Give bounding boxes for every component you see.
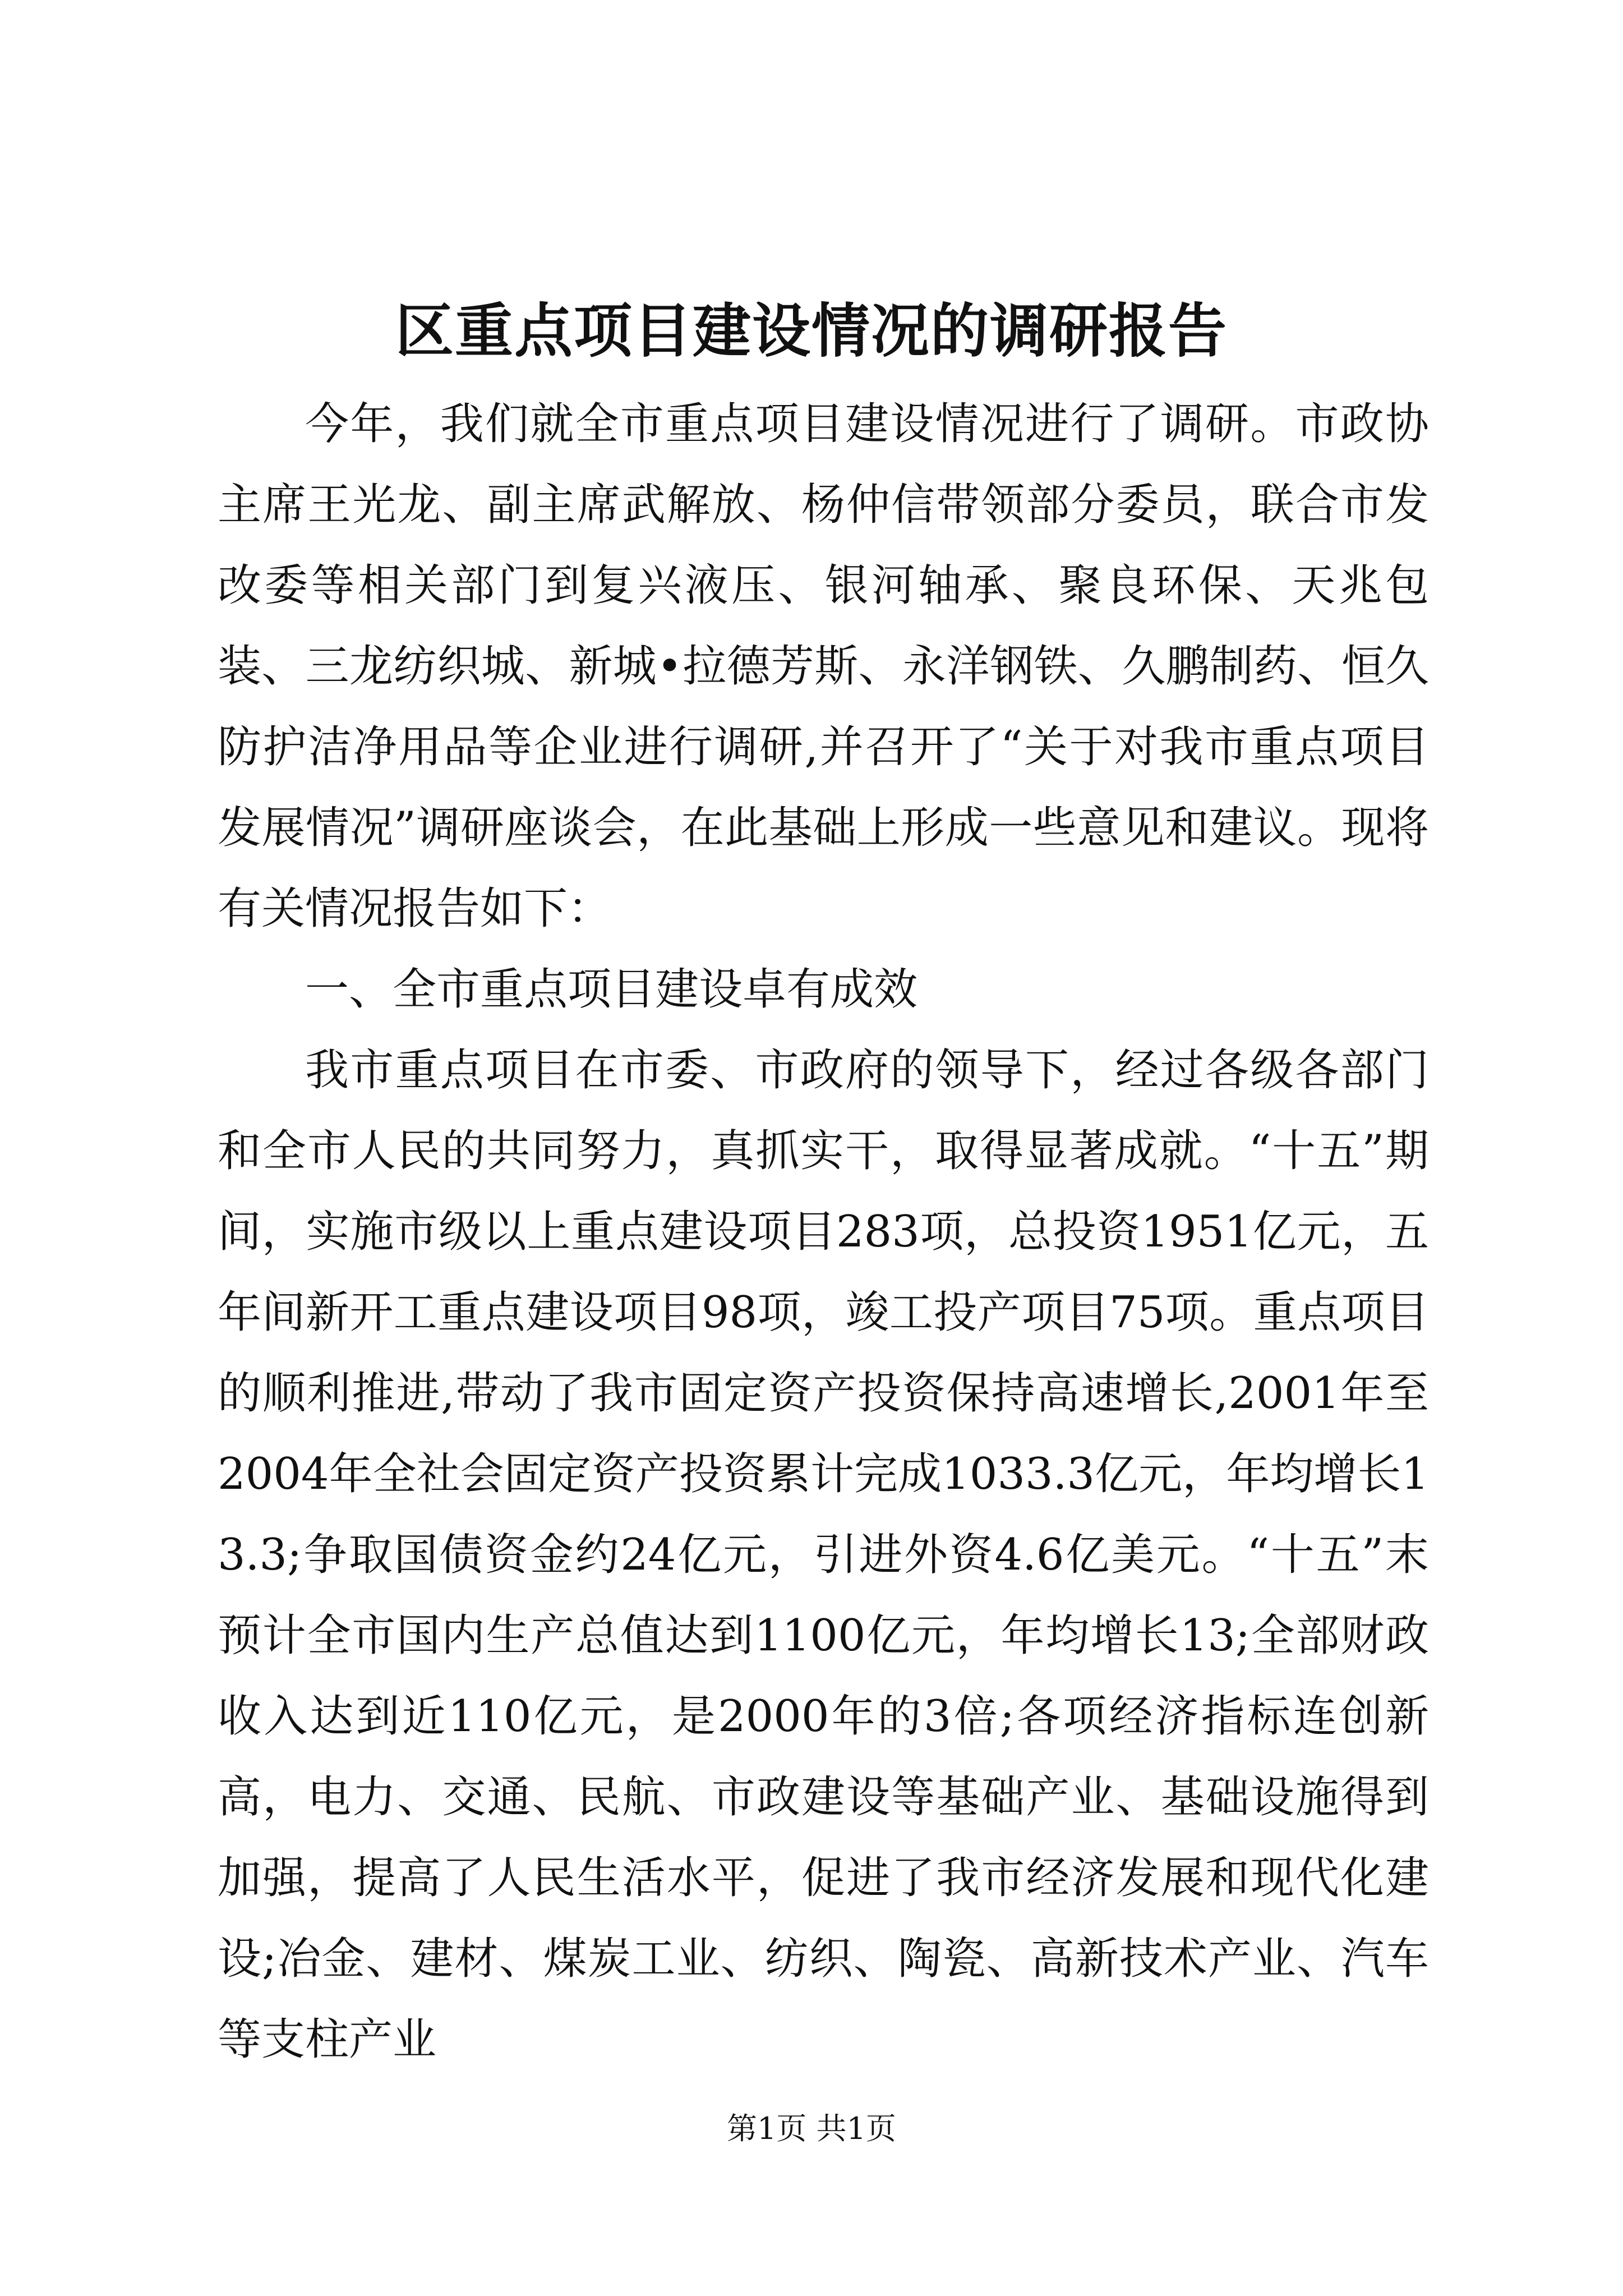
section-heading-1: 一、全市重点项目建设卓有成效 (305, 964, 918, 1015)
document-body (218, 384, 1429, 2080)
paragraph-achievements: 我市重点项目在市委、市政府的领导下，经过各级各部门和全市人民的共同努力，真抓实干，取得显著成就。“十五”期间，实施市级以上重点建设项目283项，总投资1951亿元，五年间新开工重点建设项目98项，竣工投产项目75项。重点项目的顺利推进,带动了我市固定资产投资保持高速增长,2001年至2004年全社会固定资产投资累计完成1033.3亿元，年均增长13.3;争取国债资金约24亿元，引进外资4.6亿美元。“十五”末预计全市国内生产总值达到1100亿元，年均增长13;全部财政收入达到近110亿元，是2000年的3倍;各项经济指标连创新高，电力、交通、民航、市政建设等基础产业、基础设施得到加强，提高了人民生活水平，促进了我市经济发展和现代化建设;冶金、建材、煤炭工业、纺织、陶瓷、高新技术产业、汽车等支柱产业 (218, 1045, 1429, 2065)
page-number-footer: 第1页 共1页 (727, 2111, 896, 2146)
document-title: 区重点项目建设情况的调研报告 (395, 296, 1228, 365)
paragraph-intro: 今年，我们就全市重点项目建设情况进行了调研。市政协主席王光龙、副主席武解放、杨仲信带领部分委员，联合市发改委等相关部门到复兴液压、银河轴承、聚良环保、天兆包装、三龙纺织城、新城•拉德芳斯、永洋钢铁、久鹏制药、恒久防护洁净用品等企业进行调研,并召开了“关于对我市重点项目发展情况”调研座谈会，在此基础上形成一些意见和建议。现将有关情况报告如下： (218, 399, 1429, 934)
